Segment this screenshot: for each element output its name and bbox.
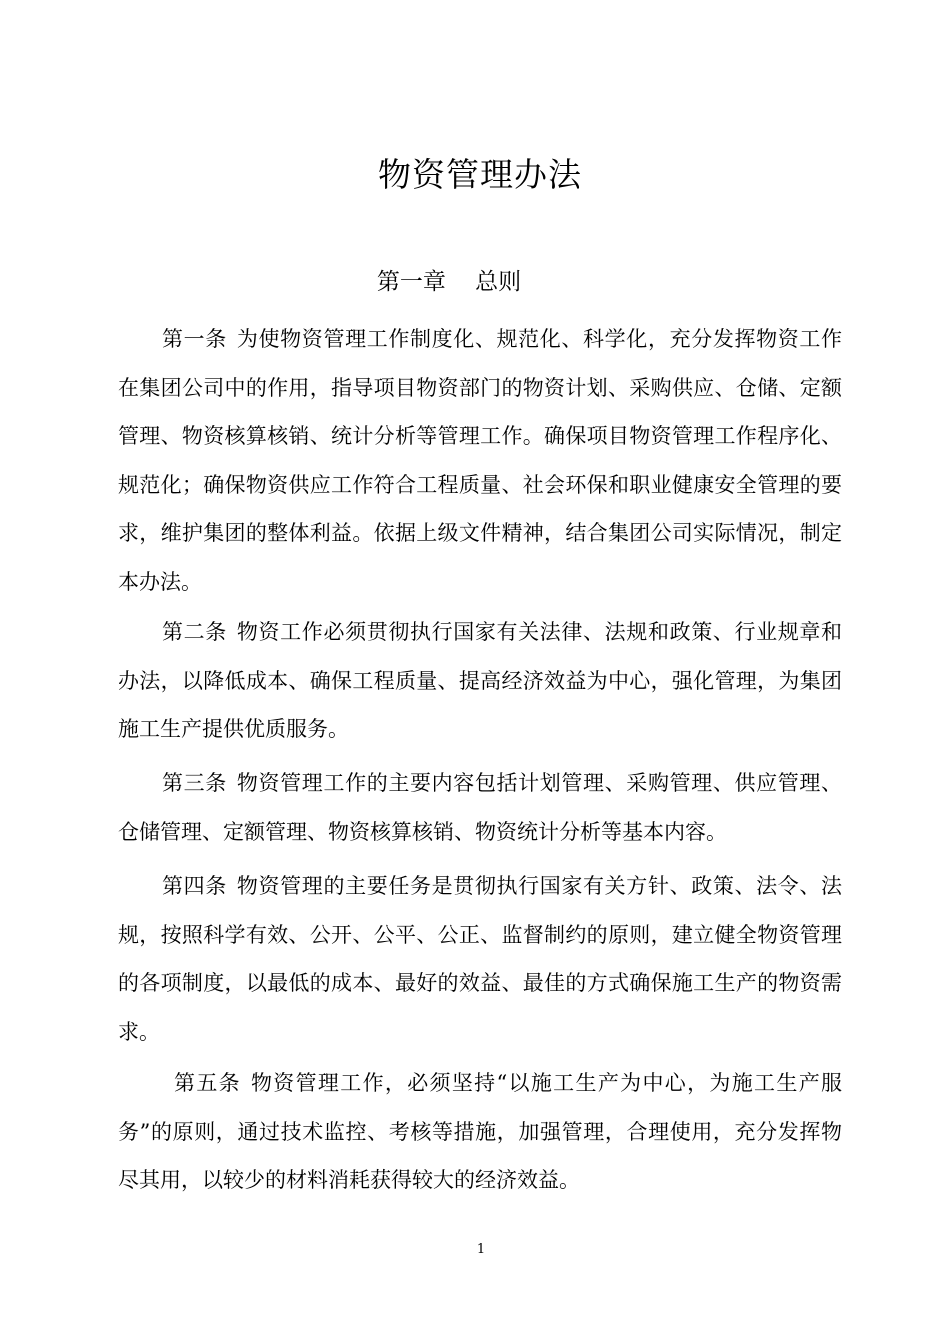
- page-number: 1: [476, 1242, 486, 1257]
- article-text: 物资管理工作，必须坚持“以施工生产为中心，为施工生产服务”的原则，通过技术监控、考核等措施，加强管理，合理使用，充分发挥物尽其用，以较少的材料消耗获得较大的经济效益。: [118, 1071, 843, 1192]
- article-text: 物资管理的主要任务是贯彻执行国家有关方针、政策、法令、法规，按照科学有效、公开、公平、公正、监督制约的原则，建立健全物资管理的各项制度，以最低的成本、最好的效益、最佳的方式确保施工生产的物资需求。: [118, 874, 843, 1044]
- article-number: 第二条: [162, 620, 227, 644]
- article-text: 物资管理工作的主要内容包括计划管理、采购管理、供应管理、仓储管理、定额管理、物资核算核销、物资统计分析等基本内容。: [118, 771, 843, 844]
- article-paragraph: [118, 759, 842, 856]
- article-paragraph: [118, 862, 842, 1056]
- article-number: 第三条: [162, 771, 227, 795]
- article-number: 第一条: [162, 327, 227, 351]
- chapter-heading: 第一章 总则: [376, 269, 522, 295]
- article-paragraph: [118, 1059, 842, 1205]
- article-text: 物资工作必须贯彻执行国家有关法律、法规和政策、行业规章和办法，以降低成本、确保工程质量、提高经济效益为中心，强化管理，为集团施工生产提供优质服务。: [118, 620, 843, 741]
- article-paragraph: [118, 315, 842, 606]
- article-number: 第五条: [174, 1071, 241, 1095]
- article-number: 第四条: [162, 874, 227, 898]
- document-title: 物资管理办法: [378, 155, 582, 194]
- article-paragraph: [118, 608, 842, 754]
- article-text: 为使物资管理工作制度化、规范化、科学化，充分发挥物资工作在集团公司中的作用，指导项目物资部门的物资计划、采购供应、仓储、定额管理、物资核算核销、统计分析等管理工作。确保项目物资管理工作程序化、规范化；确保物资供应工作符合工程质量、社会环保和职业健康安全管理的要求，维护集团的整体利益。依据上级文件精神，结合集团公司实际情况，制定本办法。: [118, 327, 843, 594]
